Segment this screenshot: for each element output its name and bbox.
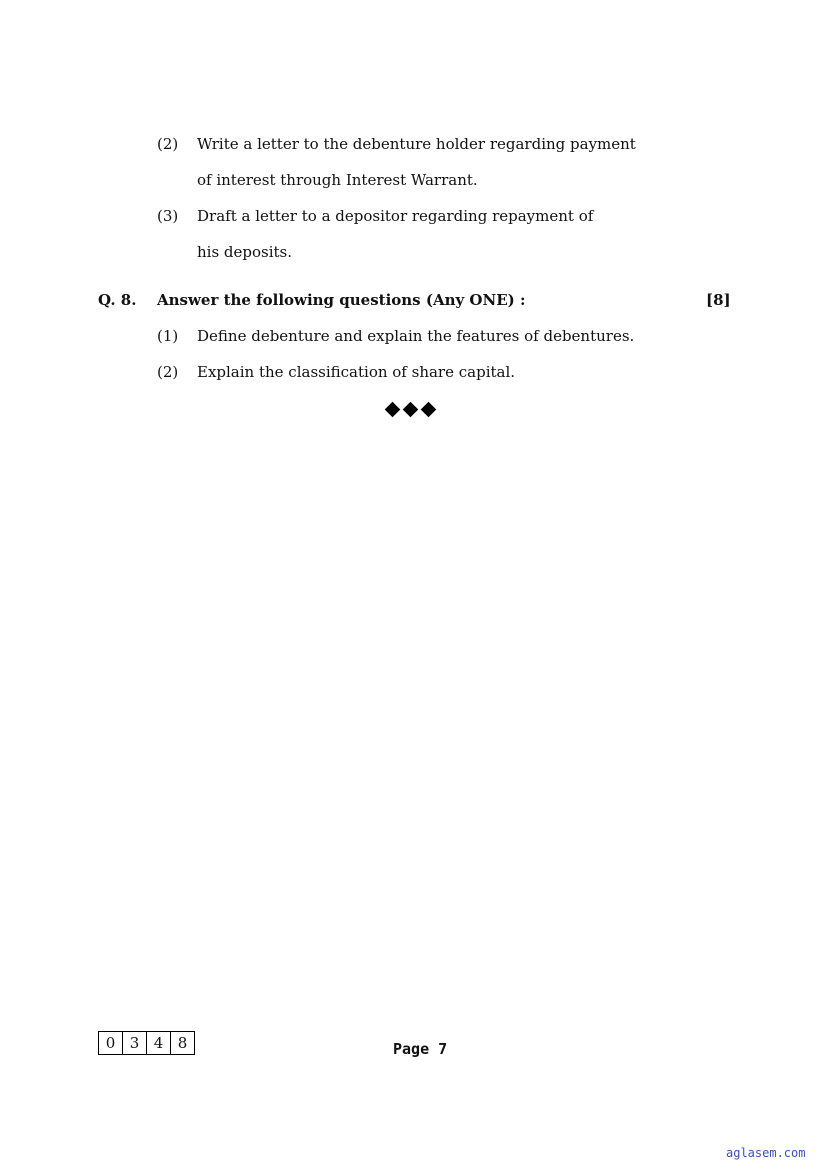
diamond-icon bbox=[421, 402, 437, 418]
q7-item-3-number: (3) bbox=[157, 207, 179, 225]
q7-item-2-number: (2) bbox=[157, 135, 179, 153]
q8-number: Q. 8. bbox=[98, 291, 137, 309]
end-of-paper-diamonds bbox=[386, 404, 435, 415]
q7-item-2-text-line2: of interest through Interest Warrant. bbox=[197, 171, 478, 189]
q8-item-2-text: Explain the classification of share capital. bbox=[197, 363, 516, 381]
diamond-icon bbox=[385, 402, 401, 418]
q8-marks: [8] bbox=[706, 291, 731, 309]
q8-heading: Answer the following questions (Any ONE) : bbox=[157, 291, 526, 309]
paper-code-digit: 4 bbox=[147, 1032, 171, 1054]
q8-item-1-number: (1) bbox=[157, 327, 179, 345]
q8-item-2-number: (2) bbox=[157, 363, 179, 381]
paper-code-digit: 3 bbox=[123, 1032, 147, 1054]
q7-item-2-text-line1: Write a letter to the debenture holder regarding payment bbox=[197, 135, 636, 153]
q7-item-3-text-line1: Draft a letter to a depositor regarding repayment of bbox=[197, 207, 594, 225]
page-number: Page 7 bbox=[393, 1040, 448, 1058]
watermark-link[interactable]: aglasem.com bbox=[726, 1146, 806, 1160]
q7-item-3-text-line2: his deposits. bbox=[197, 243, 293, 261]
diamond-icon bbox=[403, 402, 419, 418]
q8-item-1-text: Define debenture and explain the features of debentures. bbox=[197, 327, 635, 345]
paper-code-digit: 8 bbox=[177, 1034, 188, 1052]
paper-code-digit: 0 bbox=[99, 1032, 123, 1054]
paper-code-box bbox=[98, 1031, 195, 1055]
